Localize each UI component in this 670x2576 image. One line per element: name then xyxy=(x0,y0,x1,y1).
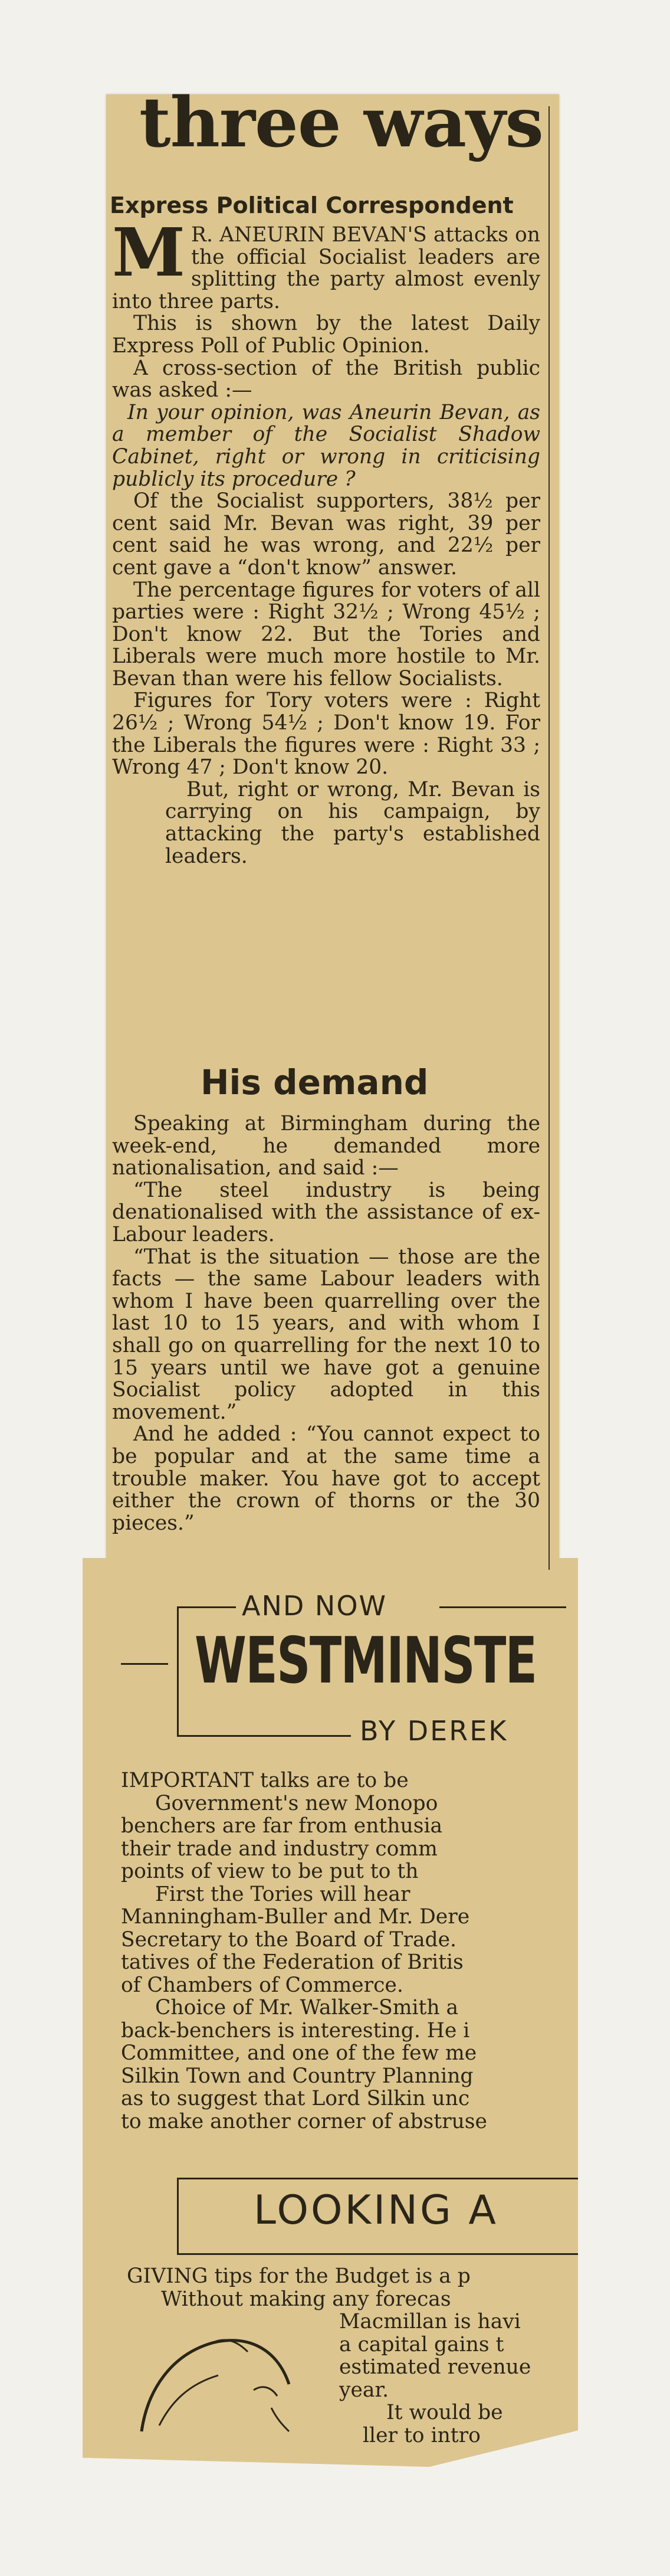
text-line: of Chambers of Commerce. xyxy=(121,1973,403,1997)
paragraph: Speaking at Birmingham during the week-end, he demanded more nationalisation, and said :— xyxy=(112,1112,540,1180)
paragraph: But, right or wrong, Mr. Bevan is carrying on his campaign, by attacking the party's established leaders. xyxy=(165,777,540,868)
text-line: back-benchers is interesting. He i xyxy=(121,2018,470,2043)
text-line: as to suggest that Lord Silkin unc xyxy=(121,2087,470,2110)
section-title: WESTMINSTE xyxy=(195,1624,537,1698)
text-line: Without making any forecas xyxy=(161,2287,451,2311)
drop-cap: M xyxy=(112,214,185,292)
box-rule xyxy=(177,1735,351,1737)
subhead: His demand xyxy=(201,1062,429,1102)
box-rule xyxy=(177,2253,578,2255)
box-rule xyxy=(177,1606,236,1608)
paragraph: A cross-section of the British public was asked :— xyxy=(112,356,540,402)
paragraph: The percentage figures for voters of all parties were : Right 32½ ; Wrong 45½ ; Don't know 22. But the Tories and Liberals were much more hostile to Mr. Bevan than were his fellow Socialists. xyxy=(112,578,540,690)
text-line: Choice of Mr. Walker-Smith a xyxy=(155,1996,459,2019)
text-line: It would be xyxy=(386,2401,503,2424)
text-line: to make another corner of abstruse xyxy=(121,2109,487,2133)
article-body-1 xyxy=(112,214,540,868)
paragraph-1: M R. ANEURIN BEVAN'S attacks on the official Socialist leaders are splitting the party almost evenly into three parts. xyxy=(112,214,540,313)
text-line: tatives of the Federation of Britis xyxy=(121,1950,464,1974)
text-line: Government's new Monopo xyxy=(155,1791,438,1815)
box-rule xyxy=(439,1606,566,1608)
section-byline: BY DEREK xyxy=(360,1715,508,1747)
headline: three ways xyxy=(139,83,543,163)
article-body-3 xyxy=(121,1769,569,2133)
paragraph: This is shown by the latest Daily Express Poll of Public Opinion. xyxy=(112,312,540,358)
text-line: year. xyxy=(339,2378,389,2402)
text-line: points of view to be put to th xyxy=(121,1860,419,1883)
article-body-2 xyxy=(112,1113,540,1534)
text-line: GIVING tips for the Budget is a p xyxy=(127,2265,471,2288)
text-line: Committee, and one of the few me xyxy=(121,2041,477,2065)
text-line: IMPORTANT talks are to be xyxy=(121,1769,409,1792)
text-line: benchers are far from enthusia xyxy=(121,1814,443,1838)
poll-question: In your opinion, was Aneurin Bevan, as a member of the Socialist Shadow Cabinet, right or wrong in criticising publicly its procedure ? xyxy=(112,400,540,491)
paragraph: Of the Socialist supporters, 38½ per cent said Mr. Bevan was right, 39 per cent said he was wrong, and 22½ per cent gave a “don't know” answer. xyxy=(112,489,540,580)
section-label: AND NOW xyxy=(242,1590,387,1622)
text-line: First the Tories will hear xyxy=(155,1882,410,1906)
column-rule xyxy=(549,106,550,1570)
text-line: ller to intro xyxy=(363,2423,481,2447)
text-line: estimated revenue xyxy=(339,2355,531,2379)
box-rule xyxy=(177,1606,179,1736)
text-line: Silkin Town and Country Planning xyxy=(121,2064,474,2088)
section-label: LOOKING A xyxy=(254,2187,498,2234)
paragraph: “That is the situation — those are the facts — the same Labour leaders with whom I have been quarrelling over the last 10 to 15 years, and with whom I shall go on quarrelling for the next 10 to 15 years until we have got a genuine Socialist policy adopted in this movement.” xyxy=(112,1245,540,1424)
box-rule xyxy=(177,2178,578,2179)
text-line: their trade and industry comm xyxy=(121,1837,438,1861)
byline: Express Political Correspondent xyxy=(110,192,514,218)
box-rule xyxy=(177,2178,179,2254)
caricature-illustration xyxy=(136,2319,307,2437)
text-line: Secretary to the Board of Trade. xyxy=(121,1927,457,1952)
text-line: Macmillan is havi xyxy=(339,2310,521,2333)
text-line: a capital gains t xyxy=(339,2332,504,2356)
paragraph: And he added : “You cannot expect to be popular and at the same time a trouble maker. You have got to accept either the crown of thorns or the 30 pieces.” xyxy=(112,1422,540,1535)
paragraph: Figures for Tory voters were : Right 26½ ; Wrong 54½ ; Don't know 19. For the Liberals the figures were : Right 33 ; Wrong 47 ; Don't know 20. xyxy=(112,689,540,780)
text-line: Manningham-Buller and Mr. Dere xyxy=(121,1905,470,1929)
box-rule xyxy=(121,1663,168,1665)
paragraph: “The steel industry is being denationalised with the assistance of ex-Labour leaders. xyxy=(112,1178,540,1246)
